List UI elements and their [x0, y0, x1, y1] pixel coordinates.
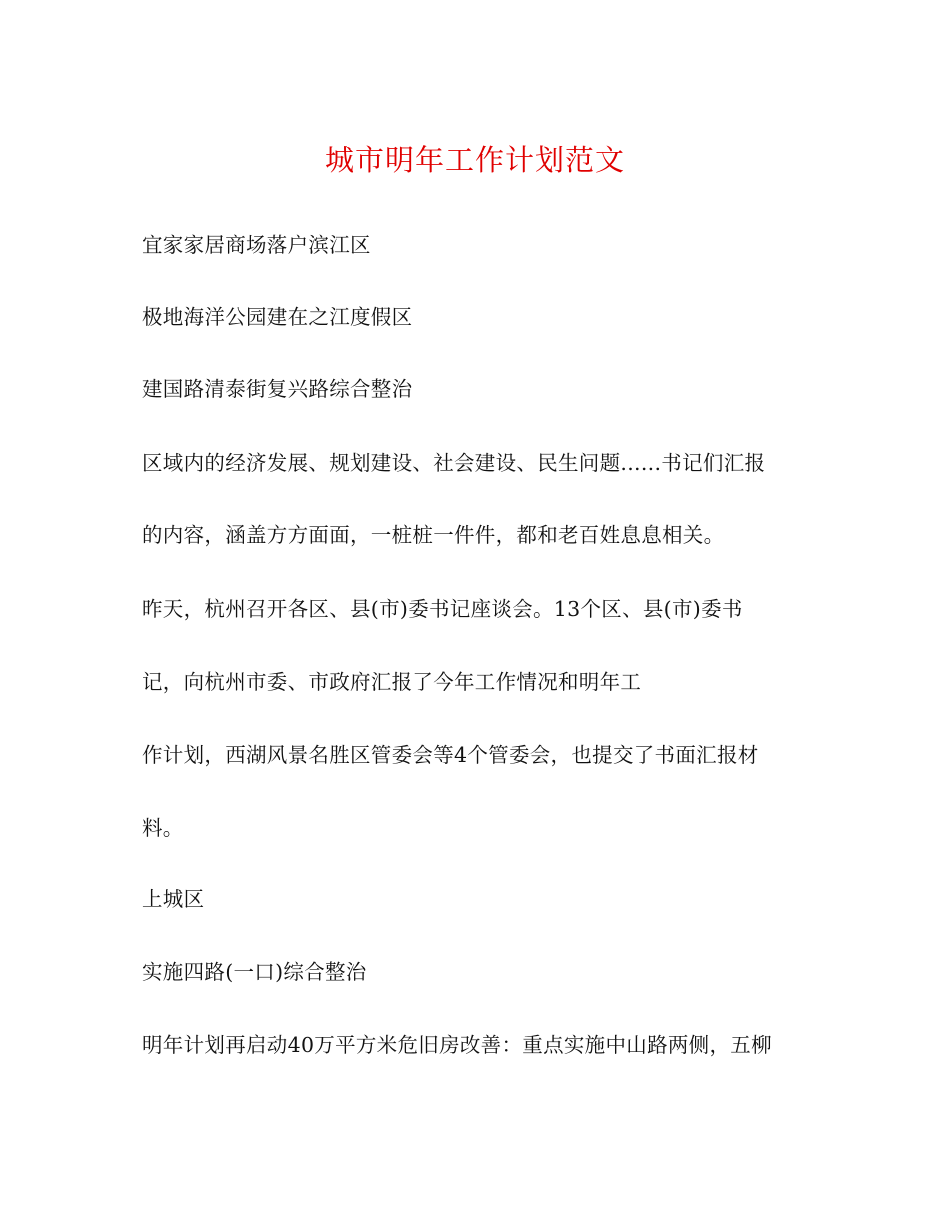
paragraph-line-3: 建国路清泰街复兴路综合整治 — [142, 377, 413, 401]
paragraph-line-12: 明年计划再启动40万平方米危旧房改善：重点实施中山路两侧，五柳 — [142, 1033, 772, 1057]
paragraph-line-6: 昨天，杭州召开各区、县(市)委书记座谈会。13个区、县(市)委书 — [142, 597, 743, 621]
paragraph-line-1: 宜家家居商场落户滨江区 — [142, 233, 371, 257]
paragraph-line-11: 实施四路(一口)综合整治 — [142, 960, 367, 984]
paragraph-line-5: 的内容，涵盖方方面面，一桩桩一件件，都和老百姓息息相关。 — [142, 523, 725, 547]
paragraph-line-2: 极地海洋公园建在之江度假区 — [142, 305, 413, 329]
paragraph-line-7: 记，向杭州市委、市政府汇报了今年工作情况和明年工 — [142, 670, 642, 694]
paragraph-line-9: 料。 — [142, 816, 184, 840]
document-title: 城市明年工作计划范文 — [324, 143, 625, 177]
paragraph-line-4: 区域内的经济发展、规划建设、社会建设、民生问题......书记们汇报 — [142, 451, 766, 475]
paragraph-line-8: 作计划，西湖风景名胜区管委会等4个管委会，也提交了书面汇报材 — [142, 743, 759, 767]
section-heading-shangcheng: 上城区 — [142, 887, 205, 911]
